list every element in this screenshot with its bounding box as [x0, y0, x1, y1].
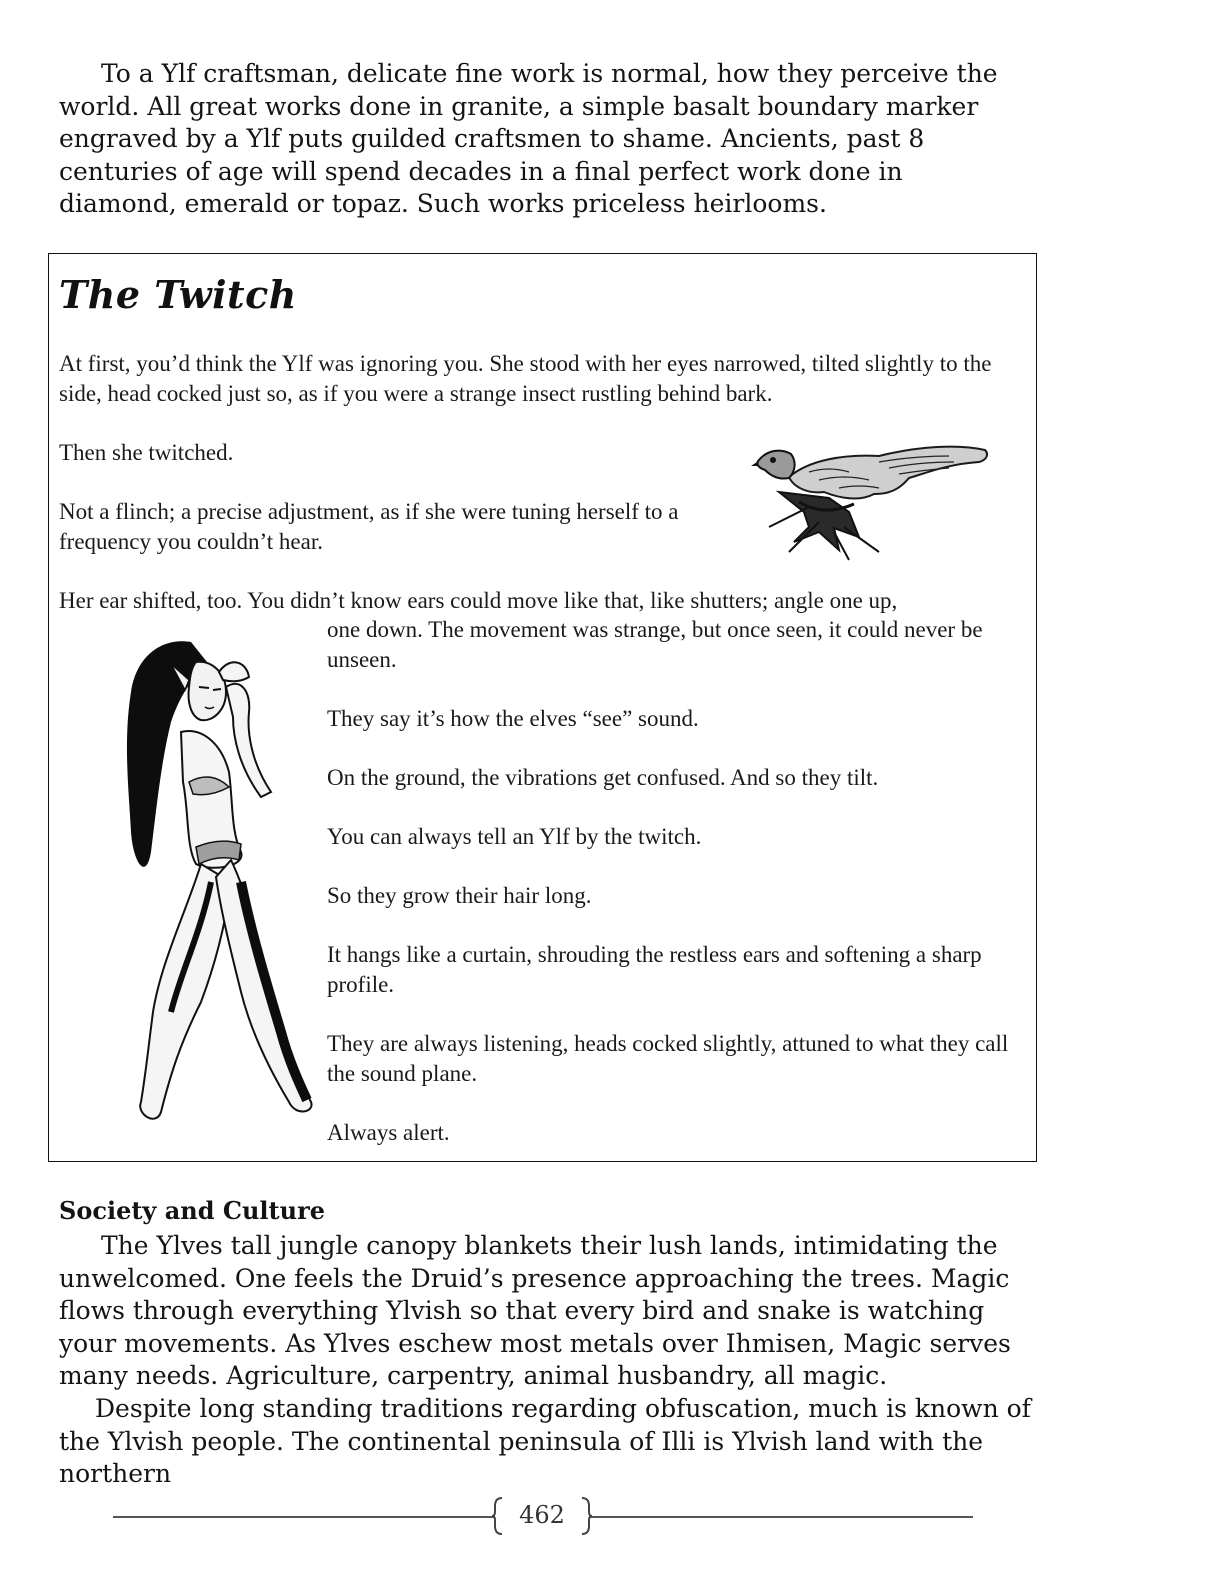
hawk-illustration: [749, 432, 989, 562]
page-number-container: [492, 1496, 592, 1536]
sidebar-paragraph-5: They say it’s how the elves “see” sound.: [327, 706, 699, 731]
sidebar-title: The Twitch: [59, 272, 297, 317]
society-paragraph-1: The Ylves tall jungle canopy blankets their lush lands, intimidating the unwelcomed. One feels the Druid’s presence approaching the trees. Magic flows through everything Ylvish so that every bird and snake is watching your movements. As Ylves eschew most metals over Ihmisen, Magic serves many needs. Agriculture, carpentry, animal husbandry, all magic.: [59, 1231, 1011, 1391]
sidebar-paragraph-2: Then she twitched.: [59, 440, 234, 465]
sidebar-paragraph-1: At first, you’d think the Ylf was ignoring you. She stood with her eyes narrowed, tilted slightly to the side, head cocked just so, as if you were a strange insect rustling behind bark.: [59, 351, 992, 406]
society-paragraph-2: Despite long standing traditions regarding obfuscation, much is known of the Ylvish people. The continental peninsula of Illi is Ylvish land with the northern: [59, 1394, 1031, 1489]
sidebar-paragraph-8: So they grow their hair long.: [327, 883, 592, 908]
sidebar-paragraph-3: Not a flinch; a precise adjustment, as if she were tuning herself to a frequency you couldn’t hear.: [59, 499, 679, 554]
sidebar-box-the-twitch: [48, 253, 1037, 1162]
sidebar-paragraph-4a: Her ear shifted, too. You didn’t know ears could move like that, like shutters; angle one up,: [59, 588, 898, 613]
sidebar-paragraph-6: On the ground, the vibrations get confused. And so they tilt.: [327, 765, 879, 790]
footer-rule-right: [590, 1516, 973, 1518]
elf-figure-illustration: [101, 632, 316, 1137]
intro-paragraph: To a Ylf craftsman, delicate fine work is normal, how they perceive the world. All great works done in granite, a simple basalt boundary marker engraved by a Ylf puts guilded craftsmen to shame. Ancients, past 8 centuries of age will spend decades in a final perfect work done in diamond, emerald or topaz. Such works priceless heirlooms.: [59, 59, 998, 219]
footer-rule-left: [113, 1516, 495, 1518]
page-number: 462: [519, 1501, 565, 1529]
sidebar-paragraph-4b: one down. The movement was strange, but once seen, it could never be unseen.: [327, 617, 983, 672]
sidebar-paragraph-7: You can always tell an Ylf by the twitch.: [327, 824, 702, 849]
sidebar-paragraph-11: Always alert.: [327, 1120, 450, 1145]
sidebar-paragraph-10: They are always listening, heads cocked slightly, attuned to what they call the sound plane.: [327, 1031, 1009, 1086]
section-heading-society-culture: Society and Culture: [59, 1196, 325, 1225]
sidebar-paragraph-9: It hangs like a curtain, shrouding the restless ears and softening a sharp profile.: [327, 942, 982, 997]
